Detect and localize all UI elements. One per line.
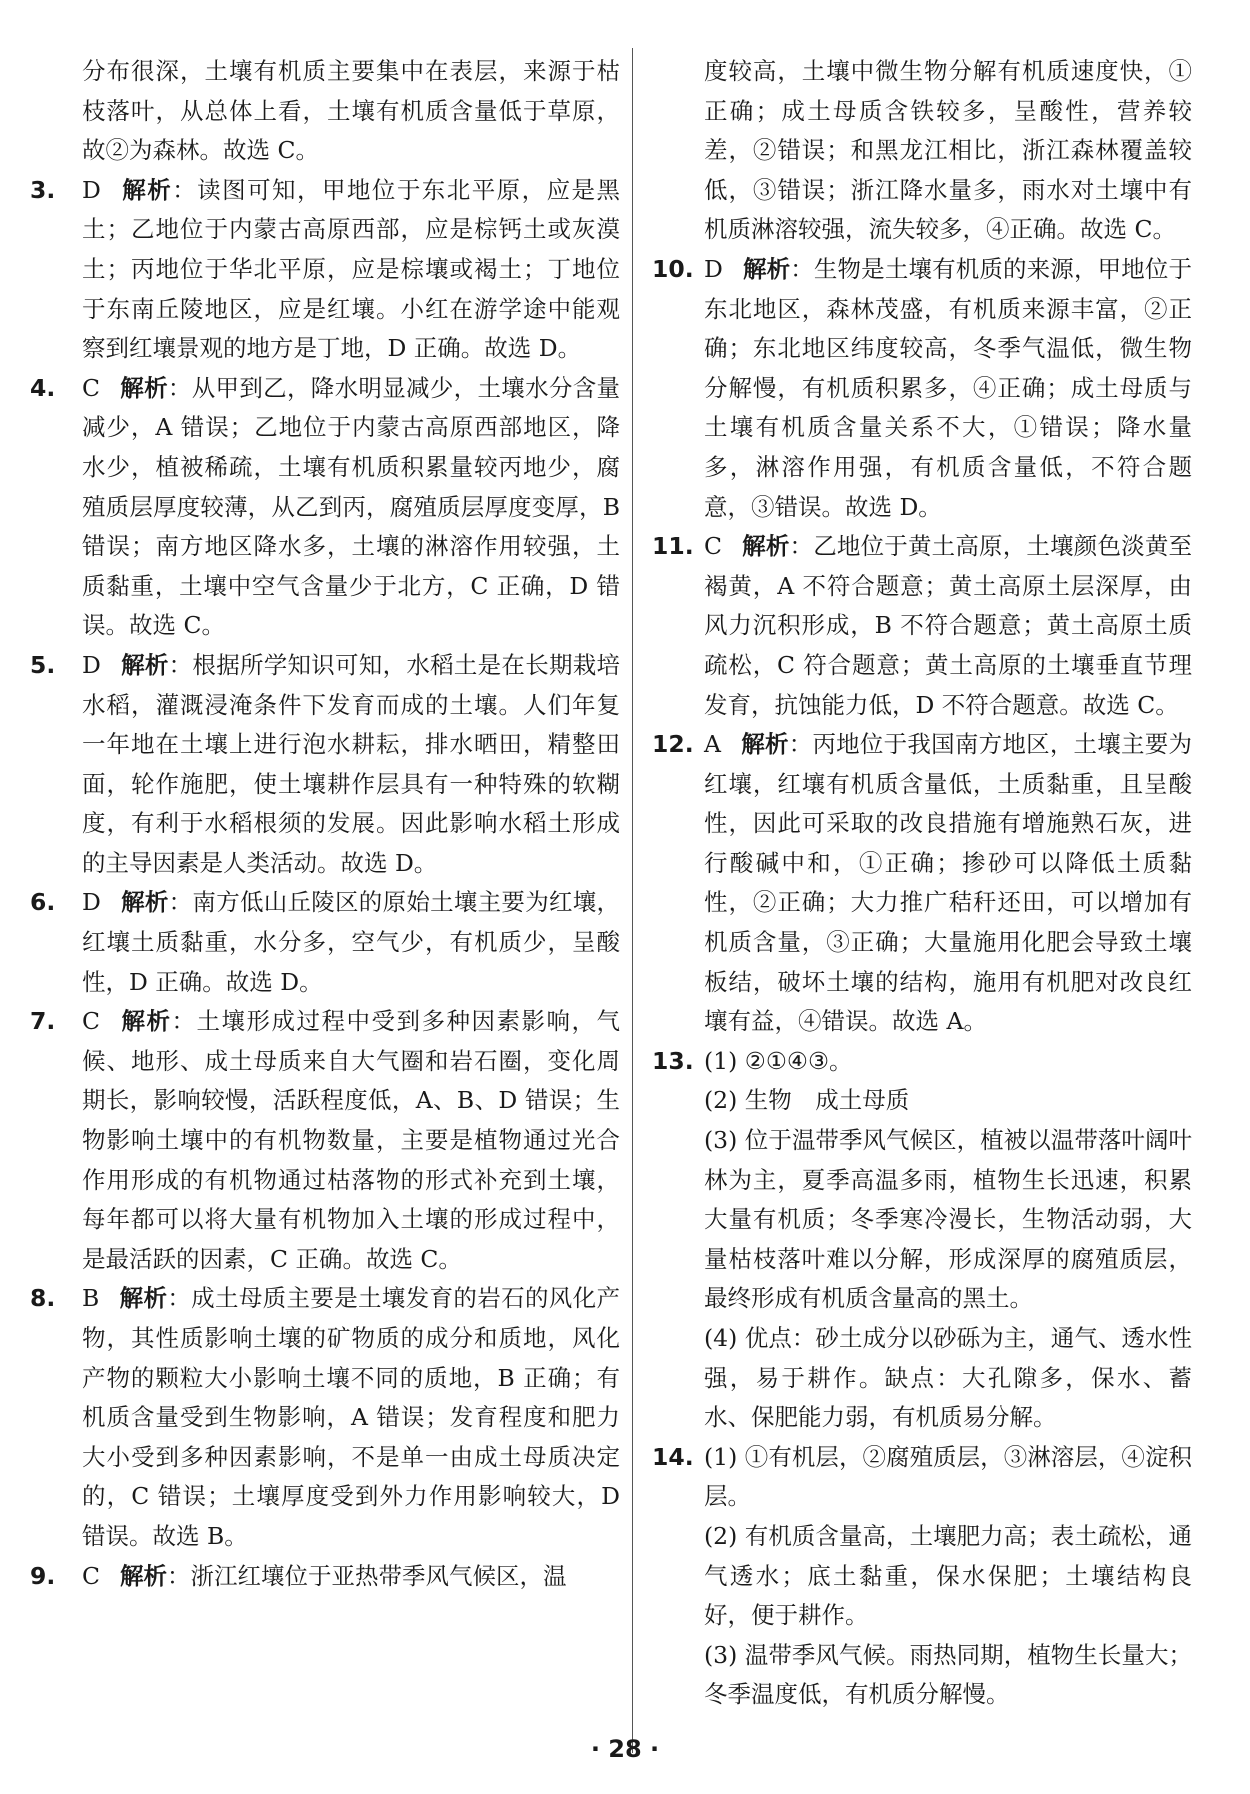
answer-continuation: 分布很深，土壤有机质主要集中在表层，来源于枯枝落叶，从总体上看，土壤有机质含量低于草原，故②为森林。故选 C。 <box>82 57 620 165</box>
left-column <box>30 52 620 1596</box>
answer-choice: C <box>704 532 722 561</box>
analysis-label: 解析 <box>119 1284 168 1313</box>
analysis-text: ：南方低山丘陵区的原始土壤主要为红壤，红壤土质黏重，水分多，空气少，有机质少，呈酸性，D 正确。故选 D。 <box>82 888 621 996</box>
question-number: 4. <box>30 373 56 402</box>
right-column <box>652 52 1192 1715</box>
column-divider <box>632 48 633 1753</box>
answer-choice: D <box>82 650 101 679</box>
sub-answer: (4) 优点：砂土成分以砂砾为主，通气、透水性强，易于耕作。缺点：大孔隙多，保水、蓄水、保肥能力弱，有机质易分解。 <box>704 1324 1192 1432</box>
answer-item-3 <box>30 171 620 369</box>
sub-answer: (2) 有机质含量高，土壤肥力高；表土疏松，通气透水；底土黏重，保水保肥；土壤结构良好，便于耕作。 <box>704 1521 1192 1630</box>
answer-item-12 <box>652 725 1192 1042</box>
answer-item-14 <box>652 1438 1192 1715</box>
question-number: 12. <box>652 730 694 759</box>
answer-choice: D <box>82 888 101 917</box>
analysis-text: ：浙江红壤位于亚热带季风气候区，温 <box>166 1561 567 1590</box>
answer-choice: D <box>82 175 101 204</box>
answer-item-9 <box>30 1557 620 1597</box>
answer-choice: C <box>82 1007 100 1036</box>
analysis-label: 解析 <box>119 1007 172 1036</box>
answer-item-11 <box>652 527 1192 725</box>
answer-continuation: 度较高，土壤中微生物分解有机质速度快，①正确；成土母质含铁较多，呈酸性，营养较差，②错误；和黑龙江相比，浙江森林覆盖较低，③错误；浙江降水量多，雨水对土壤中有机质淋溶较强，流失较多，④正确。故选 C。 <box>704 57 1192 244</box>
answer-item-7 <box>30 1002 620 1279</box>
analysis-text: ：成土母质主要是土壤发育的岩石的风化产物，其性质影响土壤的矿物质的成分和质地，风化产物的颗粒大小影响土壤不同的质地，B 正确；有机质含量受到生物影响，A 错误；发育程度和肥力大小受到多种因素影响，不是单一由成土母质决定的，C 错误；土壤厚度受到外力作用影响较大，D 错误。故选 B。 <box>82 1284 620 1550</box>
sub-answer: (3) 温带季风气候。雨热同期，植物生长量大；冬季温度低，有机质分解慢。 <box>704 1640 1192 1709</box>
analysis-text: ：丙地位于我国南方地区，土壤主要为红壤，红壤有机质含量低，土质黏重，且呈酸性，因此可采取的改良措施有增施熟石灰，进行酸碱中和，①正确；掺砂可以降低土质黏性，②正确；大力推广秸秆还田，可以增加有机质含量，③正确；大量施用化肥会导致土壤板结，破坏土壤的结构，施用有机肥对改良红壤有益，④错误。故选 A。 <box>704 730 1193 1036</box>
answer-item-13 <box>652 1042 1192 1438</box>
sub-answer: (2) 生物 成土母质 <box>704 1086 910 1115</box>
analysis-label: 解析 <box>120 175 173 204</box>
answer-choice: C <box>82 373 100 402</box>
answer-choice: A <box>704 730 721 759</box>
analysis-label: 解析 <box>741 532 790 561</box>
analysis-label: 解析 <box>119 373 168 402</box>
analysis-label: 解析 <box>119 1561 167 1590</box>
answer-item-10 <box>652 250 1192 527</box>
answer-item-6 <box>30 883 620 1002</box>
sub-answer: (1) ②①④③。 <box>704 1046 853 1075</box>
question-number: 8. <box>30 1284 56 1313</box>
question-number: 5. <box>30 650 56 679</box>
sub-answer: (1) ①有机层，②腐殖质层，③淋溶层，④淀积层。 <box>704 1442 1192 1511</box>
question-number: 3. <box>30 175 56 204</box>
analysis-label: 解析 <box>120 650 169 679</box>
analysis-text: ：土壤形成过程中受到多种因素影响，气候、地形、成土母质来自大气圈和岩石圈，变化周期长，影响较慢，活跃程度低，A、B、D 错误；生物影响土壤中的有机物数量，主要是植物通过光合作用形成的有机物通过枯落物的形式补充到土壤，每年都可以将大量有机物加入土壤的形成过程中，是最活跃的因素，C 正确。故选 C。 <box>82 1007 621 1273</box>
analysis-text: ：生物是土壤有机质的来源，甲地位于东北地区，森林茂盛，有机质来源丰富，②正确；东北地区纬度较高，冬季气温低，微生物分解慢，有机质积累多，④正确；成土母质与土壤有机质含量关系不大，①错误；降水量多，淋溶作用强，有机质含量低，不符合题意，③错误。故选 D。 <box>704 254 1193 521</box>
question-number: 11. <box>652 532 694 561</box>
question-number: 6. <box>30 888 56 917</box>
sub-answer: (3) 位于温带季风气候区，植被以温带落叶阔叶林为主，夏季高温多雨，植物生长迅速，积累大量有机质；冬季寒冷漫长，生物活动弱，大量枯枝落叶难以分解，形成深厚的腐殖质层，最终形成有机质含量高的黑土。 <box>704 1126 1192 1313</box>
analysis-text: ：读图可知，甲地位于东北平原，应是黑土；乙地位于内蒙古高原西部，应是棕钙土或灰漠土；丙地位于华北平原，应是棕壤或褐土；丁地位于东南丘陵地区，应是红壤。小红在游学途中能观察到红壤景观的地方是丁地，D 正确。故选 D。 <box>82 175 621 363</box>
analysis-label: 解析 <box>120 888 169 917</box>
analysis-text: ：从甲到乙，降水明显减少，土壤水分含量减少，A 错误；乙地位于内蒙古高原西部地区，降水少，植被稀疏，土壤有机质积累量较丙地少，腐殖质层厚度较薄，从乙到丙，腐殖质层厚度变厚，B 错误；南方地区降水多，土壤的淋溶作用较强，土质黏重，土壤中空气含量少于北方，C 正确，D 错误。故选 C。 <box>82 373 621 640</box>
answer-item-4 <box>30 369 620 646</box>
question-number: 7. <box>30 1007 56 1036</box>
analysis-label: 解析 <box>740 730 789 759</box>
answer-item-8 <box>30 1279 620 1556</box>
question-number: 10. <box>652 254 694 283</box>
answer-choice: B <box>82 1284 100 1313</box>
page-number: · 28 · <box>590 1735 660 1763</box>
question-number: 14. <box>652 1442 694 1471</box>
question-number: 13. <box>652 1046 694 1075</box>
analysis-label: 解析 <box>742 254 791 283</box>
analysis-text: ：乙地位于黄土高原，土壤颜色淡黄至褐黄，A 不符合题意；黄土高原土层深厚，由风力沉积形成，B 不符合题意；黄土高原土质疏松，C 符合题意；黄土高原的土壤垂直节理发育，抗蚀能力低，D 不符合题意。故选 C。 <box>704 532 1193 719</box>
answer-item-5 <box>30 646 620 884</box>
answer-choice: D <box>704 254 723 283</box>
analysis-text: ：根据所学知识可知，水稻土是在长期栽培水稻，灌溉浸淹条件下发育而成的土壤。人们年复一年地在土壤上进行泡水耕耘，排水晒田，精整田面，轮作施肥，使土壤耕作层具有一种特殊的软糊度，有利于水稻根须的发展。因此影响水稻土形成的主导因素是人类活动。故选 D。 <box>82 650 621 877</box>
answer-choice: C <box>82 1561 100 1590</box>
question-number: 9. <box>30 1561 56 1590</box>
